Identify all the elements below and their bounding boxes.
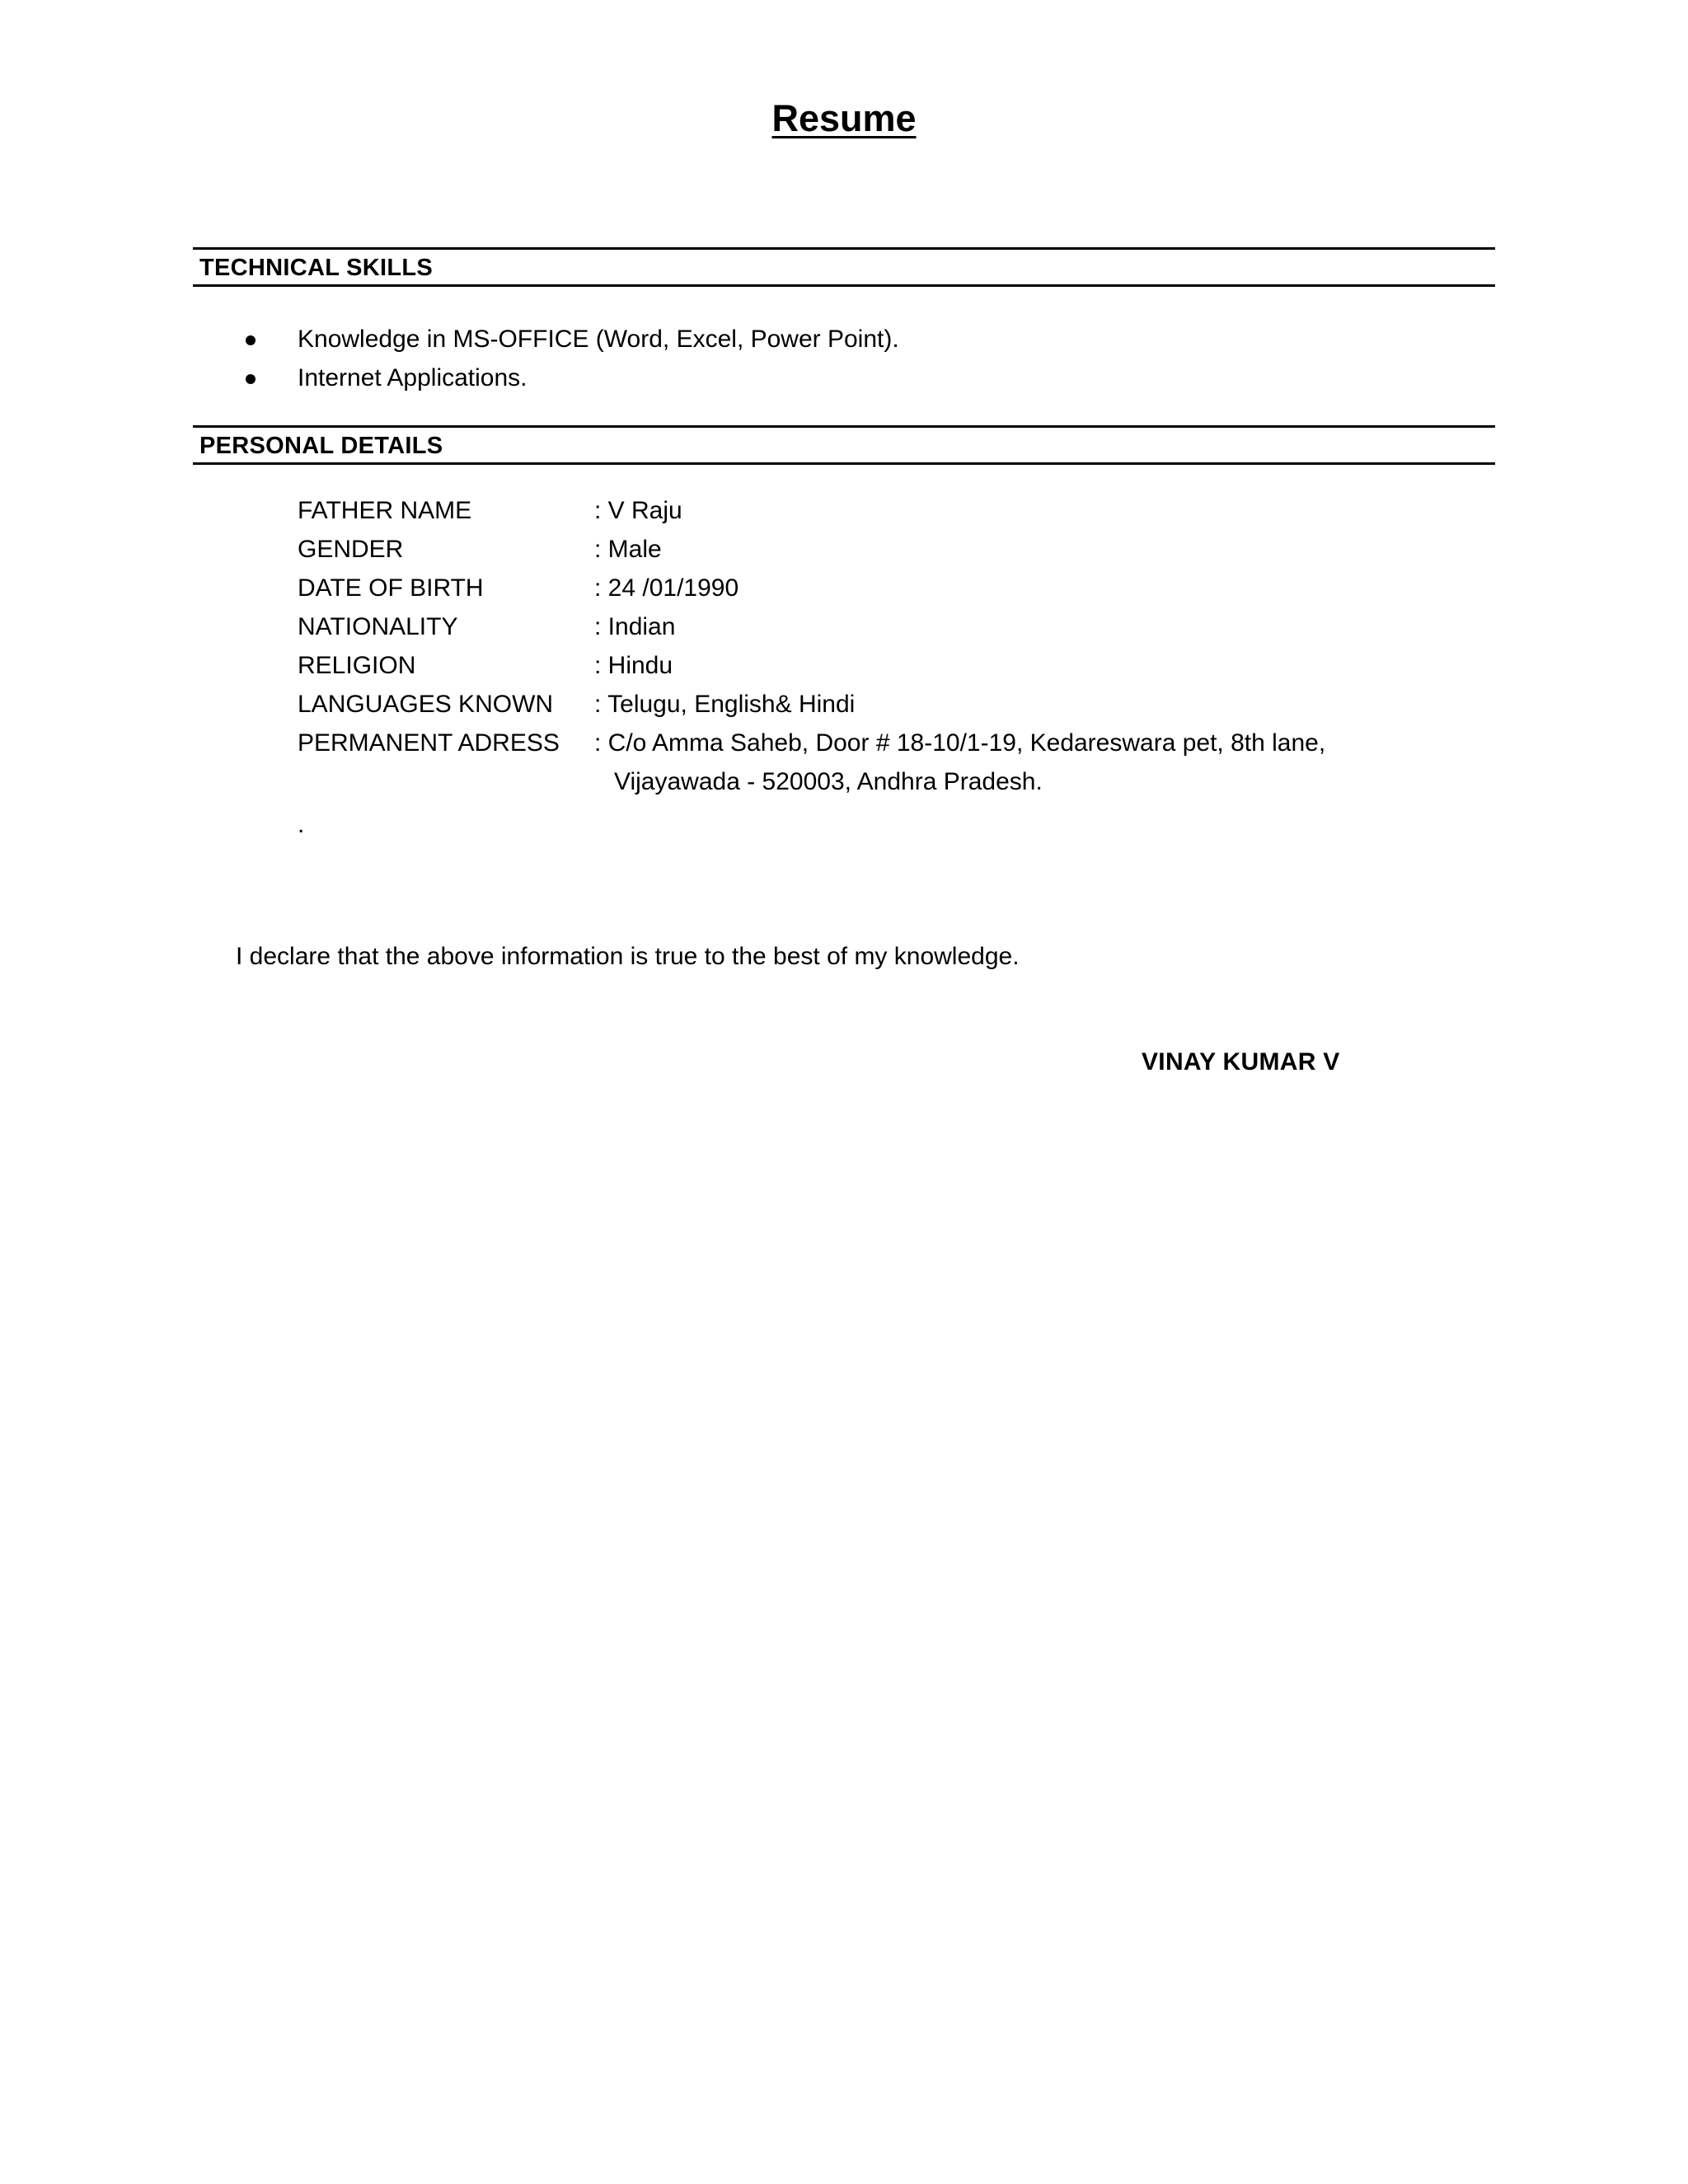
- technical-skills-header: [193, 247, 1495, 287]
- detail-value: : Telugu, English& Hindi: [594, 691, 856, 718]
- detail-label: DATE OF BIRTH: [298, 574, 484, 602]
- signature-name: VINAY KUMAR V: [1142, 1048, 1340, 1076]
- detail-row-permanent-address: [298, 724, 1451, 762]
- detail-label: RELIGION: [298, 652, 416, 679]
- detail-row-languages-known: [298, 686, 1451, 724]
- skill-text: Knowledge in MS-OFFICE (Word, Excel, Power Point).: [298, 326, 899, 353]
- page-title: Resume: [771, 97, 917, 139]
- detail-label: PERMANENT ADRESS: [298, 729, 560, 757]
- personal-details-header: [193, 425, 1495, 465]
- detail-value: : C/o Amma Saheb, Door # 18-10/1-19, Kedareswara pet, 8th lane,: [594, 729, 1326, 757]
- address-line-2: Vijayawada - 520003, Andhra Pradesh.: [614, 768, 1043, 795]
- trailing-period: .: [298, 811, 305, 838]
- technical-skills-heading: TECHNICAL SKILLS: [199, 255, 433, 281]
- detail-row-date-of-birth: [298, 569, 1451, 607]
- detail-value: : Indian: [594, 613, 676, 640]
- detail-label: GENDER: [298, 536, 404, 563]
- detail-row-gender: [298, 531, 1451, 569]
- detail-value: : Male: [594, 536, 662, 563]
- declaration-text: I declare that the above information is true to the best of my knowledge.: [236, 943, 1020, 970]
- detail-row-nationality: [298, 608, 1451, 646]
- detail-row-religion: [298, 647, 1451, 685]
- bullet-icon: [246, 374, 256, 384]
- detail-label: FATHER NAME: [298, 497, 472, 524]
- detail-label: LANGUAGES KNOWN: [298, 691, 554, 718]
- detail-value: : 24 /01/1990: [594, 574, 739, 602]
- skill-text: Internet Applications.: [298, 364, 528, 391]
- detail-value: : V Raju: [594, 497, 682, 524]
- detail-value: : Hindu: [594, 652, 673, 679]
- bullet-icon: [246, 335, 256, 345]
- personal-details-heading: PERSONAL DETAILS: [199, 433, 443, 459]
- detail-label: NATIONALITY: [298, 613, 458, 640]
- detail-row-father-name: [298, 492, 1451, 530]
